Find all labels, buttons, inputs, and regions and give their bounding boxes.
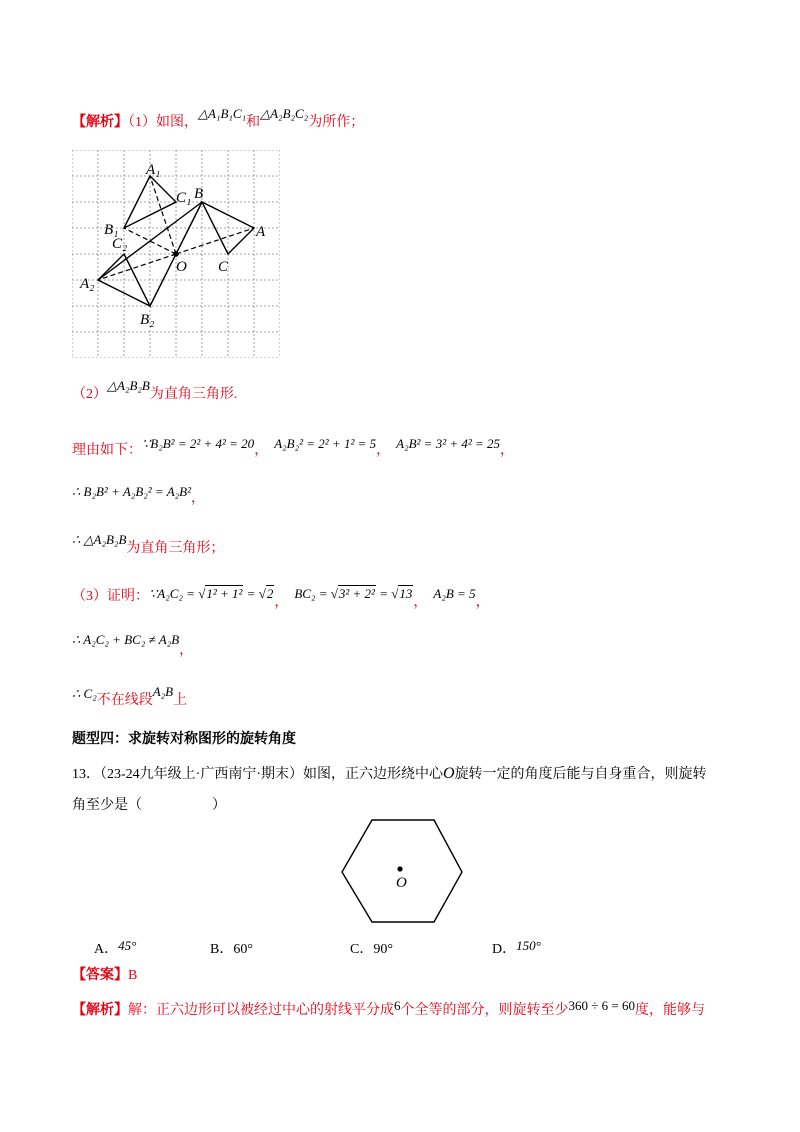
solution-line-2	[72, 1000, 705, 1021]
eq1-prefix: ∵A₂C₂ =	[149, 586, 199, 601]
comma: ，	[274, 595, 289, 610]
part1-lead: （1）如图，	[128, 115, 198, 130]
eq2-radicand: 3² + 2²	[338, 586, 375, 601]
therefore-eq-2: ∴ △A₂B₂B	[72, 532, 127, 547]
therefore-eq-4b: A₂B	[152, 684, 174, 699]
answer-tag: 【答案】	[72, 968, 128, 983]
eq2-result: 13	[399, 586, 413, 601]
option-c-key: C．	[350, 942, 374, 957]
therefore-eq-3: ∴ A₂C₂ + BC₂ ≠ A₂B	[72, 632, 180, 647]
option-a-value: 45°	[118, 938, 137, 953]
option-b-value: 60°	[233, 942, 253, 957]
question-number: 13．	[72, 767, 100, 782]
comma: ，	[500, 443, 515, 458]
regular-hexagon	[342, 820, 462, 922]
question-line-1	[72, 764, 707, 785]
question-O: O	[443, 765, 455, 782]
therefore-text-4a: 不在线段	[96, 693, 153, 708]
analysis-tag-2: 【解析】	[72, 1003, 128, 1018]
reason-lead: 理由如下：	[72, 443, 142, 458]
therefore-line-2	[72, 530, 225, 556]
part2-lead: （2）	[72, 387, 107, 402]
sol2-text-3: 度，能够与	[634, 1003, 705, 1018]
comma: ，	[254, 443, 269, 458]
label-B2: B₂	[140, 312, 155, 328]
option-a[interactable]	[94, 938, 136, 958]
therefore-eq-4a: ∴ C₂	[72, 686, 97, 701]
answer-line	[72, 966, 137, 986]
triangle-2: △A₂B₂C₂	[260, 106, 309, 121]
part2-triangle: △A₂B₂B	[107, 378, 150, 393]
eq2-equals: =	[375, 586, 392, 601]
label-B1: B₁	[104, 222, 119, 238]
answer-value: B	[128, 968, 138, 983]
label-C: C	[218, 259, 229, 275]
eq1-result: 2	[266, 586, 274, 601]
label-O: O	[176, 259, 187, 275]
hexagon-figure	[338, 818, 468, 928]
therefore-line-3	[72, 630, 194, 658]
label-C1: C₁	[176, 190, 192, 206]
center-point-O	[173, 251, 179, 257]
therefore-text-2: 为直角三角形；	[126, 541, 225, 556]
option-d-value: 150°	[516, 938, 541, 953]
question-text-2: 旋转一定的角度后能与自身重合，则旋转	[454, 767, 707, 782]
sol2-text-2: 个全等的部分，则旋转至少	[400, 1003, 569, 1018]
solution-line-1	[72, 106, 365, 133]
comma: ，	[413, 595, 428, 610]
label-C2: C₂	[112, 236, 128, 252]
part3-lead: （3）证明：	[72, 589, 149, 604]
therefore-line-4	[72, 684, 188, 708]
rotation-grid-figure	[72, 150, 280, 358]
question-source: （23-24九年级上·广西南宁·期末）	[100, 767, 303, 782]
question-text-1: 如图，正六边形绕中心	[303, 767, 443, 782]
option-c[interactable]	[350, 938, 393, 958]
sol2-six: 6	[394, 998, 401, 1013]
option-a-key: A．	[94, 942, 119, 957]
reason-line	[72, 434, 515, 458]
part3-eq-3: A₂B = 5	[433, 586, 476, 601]
sol2-text-1: 解：正六边形可以被经过中心的射线平分成	[128, 1003, 394, 1018]
comma: ，	[179, 643, 194, 658]
label-A2: A₂	[80, 276, 95, 292]
label-B: B	[194, 186, 204, 202]
part2-line	[72, 378, 238, 405]
part3-eq-2: BC₂ = √3² + 2² = √13	[294, 586, 413, 601]
reason-eq-2: A₂B₂² = 2² + 1² = 5	[274, 436, 377, 451]
label-A: A	[256, 224, 266, 240]
comma: ，	[191, 491, 206, 506]
eq1-radicand: 1² + 1²	[206, 586, 243, 601]
section-title: 题型四：求旋转对称图形的旋转角度	[72, 732, 296, 747]
analysis-tag: 【解析】	[72, 115, 128, 130]
therefore-line-1	[72, 482, 206, 506]
option-b-key: B．	[210, 942, 234, 957]
and-text: 和	[246, 115, 261, 130]
part3-eq-1: ∵A₂C₂ = √1² + 1² = √2	[149, 586, 274, 601]
comma: ，	[376, 443, 391, 458]
eq1-equals: =	[243, 586, 259, 601]
comma: ，	[475, 595, 490, 610]
question-line-2: 角至少是（ ）	[72, 798, 226, 813]
option-b[interactable]	[210, 938, 253, 958]
part2-text: 为直角三角形.	[149, 387, 238, 402]
sol2-equation: 360 ÷ 6 = 60	[568, 998, 635, 1013]
eq2-prefix: BC₂ =	[294, 586, 331, 601]
hexagon-label-O: O	[396, 875, 407, 891]
therefore-eq-1: ∴ B₂B² + A₂B₂² = A₂B²	[72, 484, 192, 499]
triangle-1: △A₁B₁C₁	[198, 106, 247, 121]
part1-tail: 为所作；	[308, 115, 365, 130]
therefore-text-4b: 上	[173, 693, 188, 708]
option-d-key: D．	[492, 942, 517, 957]
hexagon-center-dot	[397, 866, 402, 871]
part3-line	[72, 586, 490, 610]
option-d[interactable]	[492, 938, 541, 958]
label-A1: A₁	[146, 162, 161, 178]
reason-eq-1: ∵B₂B² = 2² + 4² = 20	[142, 436, 255, 451]
option-c-value: 90°	[373, 942, 393, 957]
reason-eq-3: A₂B² = 3² + 4² = 25	[396, 436, 501, 451]
